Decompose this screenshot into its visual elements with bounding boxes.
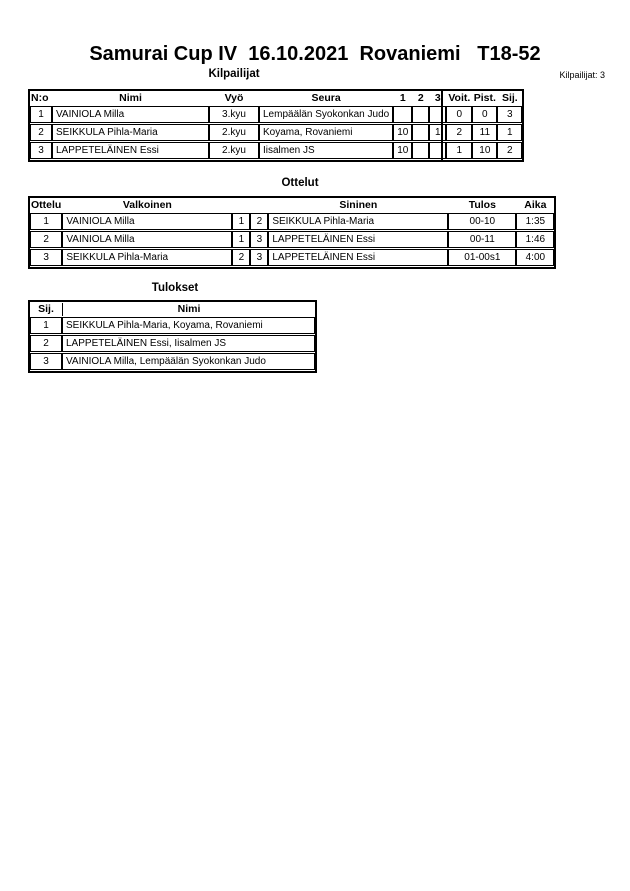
table-cell-ottelut-r2c4: LAPPETELÄINEN Essi xyxy=(268,249,448,266)
table-row-ottelut-0 xyxy=(30,213,554,230)
page-title: Samurai Cup IV 16.10.2021 Rovaniemi T18-52 xyxy=(89,43,541,65)
column-header-ottelut-2 xyxy=(232,199,250,212)
table-cell-ottelut-r1c5: 00-11 xyxy=(448,231,516,248)
table-cell-kilpailijat-r2c2: 2.kyu xyxy=(209,142,259,159)
table-cell-kilpailijat-r0c0: 1 xyxy=(30,106,52,123)
column-header-ottelut-0: Ottelu xyxy=(31,199,62,211)
table-header-row xyxy=(30,303,315,316)
table-cell-ottelut-r1c2: 1 xyxy=(232,231,250,248)
table-cell-ottelut-r0c1: VAINIOLA Milla xyxy=(62,213,232,230)
table-cell-ottelut-r0c2: 1 xyxy=(232,213,250,230)
table-cell-ottelut-r1c1: VAINIOLA Milla xyxy=(62,231,232,248)
column-header-kilpailijat-0: N:o xyxy=(31,92,49,104)
results-table-caption: Tulokset xyxy=(151,282,199,294)
column-header-kilpailijat-9: Sij. xyxy=(501,92,518,104)
table-row-ottelut-1 xyxy=(30,231,554,248)
matches-table xyxy=(28,196,556,269)
column-header-ottelut-3 xyxy=(250,199,268,212)
column-header-ottelut-4: Sininen xyxy=(339,199,378,211)
table-cell-kilpailijat-r2c5 xyxy=(412,142,429,159)
column-header-ottelut-6: Aika xyxy=(524,199,547,211)
table-cell-kilpailijat-r2c4: 10 xyxy=(393,142,412,159)
table-cell-tulokset-r0c1: SEIKKULA Pihla-Maria, Koyama, Rovaniemi xyxy=(62,317,315,334)
table-cell-kilpailijat-r0c7: 0 xyxy=(446,106,472,123)
table-row-kilpailijat-1 xyxy=(30,124,522,141)
table-cell-kilpailijat-r0c3: Lempäälän Syokonkan Judo xyxy=(259,106,393,123)
table-cell-ottelut-r1c4: LAPPETELÄINEN Essi xyxy=(268,231,448,248)
table-cell-ottelut-r1c0: 2 xyxy=(30,231,62,248)
table-header-row xyxy=(30,199,554,212)
table-cell-kilpailijat-r1c5 xyxy=(412,124,429,141)
table-cell-ottelut-r1c6: 1:46 xyxy=(516,231,554,248)
table-cell-ottelut-r0c5: 00-10 xyxy=(448,213,516,230)
competitors-table xyxy=(28,89,524,162)
table-cell-kilpailijat-r0c4 xyxy=(393,106,412,123)
table-cell-kilpailijat-r0c9: 3 xyxy=(497,106,522,123)
column-header-tulokset-0: Sij. xyxy=(38,303,54,315)
table-cell-kilpailijat-r1c4: 10 xyxy=(393,124,412,141)
table-cell-kilpailijat-r0c1: VAINIOLA Milla xyxy=(52,106,209,123)
column-header-kilpailijat-3: Seura xyxy=(311,92,341,104)
table-thick-divider xyxy=(441,89,443,162)
table-cell-kilpailijat-r2c8: 10 xyxy=(472,142,497,159)
table-cell-kilpailijat-r1c0: 2 xyxy=(30,124,52,141)
table-cell-kilpailijat-r0c8: 0 xyxy=(472,106,497,123)
table-cell-kilpailijat-r1c1: SEIKKULA Pihla-Maria xyxy=(52,124,209,141)
column-header-kilpailijat-5: 2 xyxy=(417,92,424,104)
table-header-row xyxy=(30,92,522,105)
table-row-tulokset-2 xyxy=(30,353,315,370)
table-cell-tulokset-r1c0: 2 xyxy=(30,335,62,352)
table-cell-ottelut-r0c0: 1 xyxy=(30,213,62,230)
column-header-kilpailijat-4: 1 xyxy=(399,92,406,104)
column-header-kilpailijat-2: Vyö xyxy=(224,92,244,104)
table-cell-kilpailijat-r2c9: 2 xyxy=(497,142,522,159)
competitors-table-wrapper xyxy=(28,89,524,162)
table-cell-tulokset-r2c1: VAINIOLA Milla, Lempäälän Syokonkan Judo xyxy=(62,353,315,370)
table-cell-kilpailijat-r1c3: Koyama, Rovaniemi xyxy=(259,124,393,141)
table-cell-kilpailijat-r0c6 xyxy=(429,106,446,123)
table-cell-ottelut-r0c6: 1:35 xyxy=(516,213,554,230)
column-header-kilpailijat-8: Pist. xyxy=(473,92,496,104)
table-row-ottelut-2 xyxy=(30,249,554,266)
table-row-kilpailijat-0 xyxy=(30,106,522,123)
column-header-kilpailijat-7: Voit. xyxy=(448,92,471,104)
table-cell-ottelut-r1c3: 3 xyxy=(250,231,268,248)
table-cell-kilpailijat-r2c1: LAPPETELÄINEN Essi xyxy=(52,142,209,159)
table-cell-kilpailijat-r2c3: Iisalmen JS xyxy=(259,142,393,159)
matches-table-caption: Ottelut xyxy=(281,177,319,189)
table-cell-tulokset-r2c0: 3 xyxy=(30,353,62,370)
table-cell-kilpailijat-r1c9: 1 xyxy=(497,124,522,141)
table-cell-kilpailijat-r1c2: 2.kyu xyxy=(209,124,259,141)
table-cell-ottelut-r2c2: 2 xyxy=(232,249,250,266)
table-cell-ottelut-r0c4: SEIKKULA Pihla-Maria xyxy=(268,213,448,230)
table-row-tulokset-1 xyxy=(30,335,315,352)
table-cell-kilpailijat-r2c7: 1 xyxy=(446,142,472,159)
competitor-count-label: Kilpailijat: 3 xyxy=(559,70,605,80)
matches-table-wrapper xyxy=(28,196,556,269)
table-cell-ottelut-r2c0: 3 xyxy=(30,249,62,266)
column-header-kilpailijat-6: 3 xyxy=(434,92,441,104)
table-row-kilpailijat-2 xyxy=(30,142,522,159)
results-table xyxy=(28,300,317,373)
column-header-ottelut-1: Valkoinen xyxy=(122,199,172,211)
table-cell-tulokset-r1c1: LAPPETELÄINEN Essi, Iisalmen JS xyxy=(62,335,315,352)
competitors-table-caption: Kilpailijat xyxy=(208,68,260,80)
results-table-wrapper xyxy=(28,300,317,373)
table-cell-kilpailijat-r0c2: 3.kyu xyxy=(209,106,259,123)
table-cell-ottelut-r0c3: 2 xyxy=(250,213,268,230)
table-cell-kilpailijat-r2c6 xyxy=(429,142,446,159)
table-cell-tulokset-r0c0: 1 xyxy=(30,317,62,334)
table-cell-kilpailijat-r1c7: 2 xyxy=(446,124,472,141)
column-header-tulokset-1: Nimi xyxy=(62,303,315,316)
table-cell-kilpailijat-r1c8: 11 xyxy=(472,124,497,141)
table-cell-kilpailijat-r1c6: 1 xyxy=(429,124,446,141)
table-cell-ottelut-r2c1: SEIKKULA Pihla-Maria xyxy=(62,249,232,266)
table-cell-kilpailijat-r2c0: 3 xyxy=(30,142,52,159)
table-cell-kilpailijat-r0c5 xyxy=(412,106,429,123)
table-cell-ottelut-r2c3: 3 xyxy=(250,249,268,266)
column-header-kilpailijat-1: Nimi xyxy=(119,92,142,104)
table-cell-ottelut-r2c6: 4:00 xyxy=(516,249,554,266)
table-cell-ottelut-r2c5: 01-00s1 xyxy=(448,249,516,266)
column-header-ottelut-5: Tulos xyxy=(468,199,496,211)
table-row-tulokset-0 xyxy=(30,317,315,334)
